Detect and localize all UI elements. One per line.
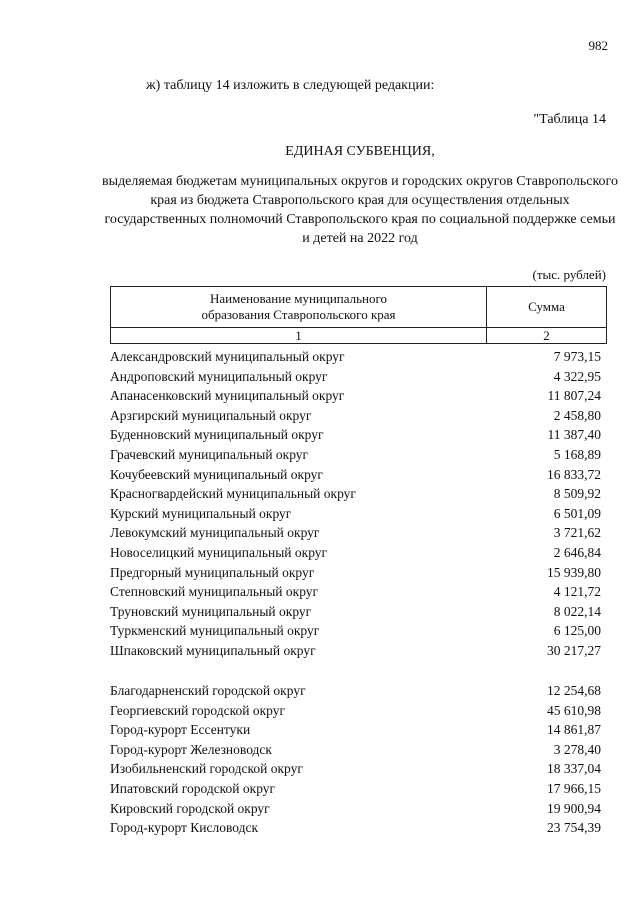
subvention-amount: 12 254,68 [547,683,601,698]
subvention-amount: 7 973,15 [553,349,601,364]
municipality-name: Буденновский муниципальный округ [110,427,324,443]
subvention-amount: 8 509,92 [553,486,601,502]
table-row [110,543,601,563]
table-row [110,465,601,485]
column-number-2: 2 [487,328,607,344]
municipality-name: Левокумский муниципальный округ [110,525,320,541]
municipality-name: Степновский муниципальный округ [110,584,319,600]
subvention-amount: 17 966,15 [547,781,601,796]
table-row [110,523,601,543]
table-row [110,818,601,838]
table-row [110,484,601,504]
document-title: ЕДИНАЯ СУБВЕНЦИЯ, [285,144,435,159]
subvention-amount: 6 501,09 [553,505,601,521]
subvention-amount: 8 022,14 [553,603,601,619]
municipality-name: Курский муниципальный округ [110,505,292,521]
subvention-amount: 11 387,40 [547,427,601,443]
municipality-name: Александровский муниципальный округ [110,349,345,364]
table-row [110,759,601,779]
header-municipality-cell [111,287,487,328]
table-row [110,779,601,799]
subvention-amount: 19 900,94 [547,800,601,816]
document-subtitle: выделяемая бюджетам муниципальных округов и городских округов Ставропольского края из бюджета Ставропольского края для осуществления отдельных государственных полномочий Ставропольского края по социальной поддержке семьи и детей на 2022 год [102,174,618,246]
municipality-name: Красногвардейский муниципальный округ [110,486,356,502]
subvention-amount: 16 833,72 [547,466,601,482]
table-reference: "Таблица 14 [533,112,606,127]
municipality-name: Георгиевский городской округ [110,702,286,718]
table-row [110,641,601,661]
header-municipality-line2: образования Ставропольского края [201,307,396,322]
subvention-amount: 14 861,87 [547,722,601,738]
header-municipality-line1: Наименование муниципального [209,291,388,306]
table-row [110,367,601,387]
municipality-name: Шпаковский муниципальный округ [110,643,316,658]
units-label: (тыс. рублей) [532,267,606,282]
subvention-amount: 15 939,80 [547,564,601,580]
municipality-name: Город-курорт Ессентуки [110,722,251,738]
municipality-name: Город-курорт Кисловодск [110,820,259,836]
table-row [110,602,601,622]
municipality-name: Грачевский муниципальный округ [110,447,309,462]
municipality-name: Труновский муниципальный округ [110,603,312,619]
subvention-amount: 6 125,00 [553,623,601,639]
subvention-amount: 4 121,72 [553,584,601,600]
table-row [110,582,601,602]
subvention-amount: 18 337,04 [547,761,601,777]
subvention-amount: 11 807,24 [547,388,601,404]
table-row [110,504,601,524]
subvention-amount: 30 217,27 [547,643,601,658]
municipality-name: Апанасенковский муниципальный округ [110,388,345,404]
subvention-amount: 2 646,84 [553,545,601,560]
table-row [110,563,601,583]
subvention-amount: 2 458,80 [553,407,601,423]
column-number-1: 1 [111,328,487,344]
table-row [110,681,601,701]
municipality-name: Благодарненский городской округ [110,683,306,698]
municipality-name: Город-курорт Железноводск [110,741,272,757]
table-row [110,720,601,740]
table-row [110,445,601,465]
amendment-instruction: ж) таблицу 14 изложить в следующей редакции: [146,78,435,93]
municipality-name: Изобильненский городской округ [110,761,303,777]
subvention-amount: 3 721,62 [553,525,601,541]
table-row [110,347,601,367]
table-row [110,701,601,721]
municipality-name: Кочубеевский муниципальный округ [110,466,323,482]
page-number: 982 [588,38,608,53]
table-header [110,286,607,344]
municipality-name: Туркменский муниципальный округ [110,623,320,639]
table-row [110,621,601,641]
municipality-name: Андроповский муниципальный округ [110,368,328,384]
subvention-amount: 5 168,89 [553,447,601,462]
subvention-amount: 3 278,40 [553,741,601,757]
municipality-name: Арзгирский муниципальный округ [110,407,312,423]
table-row [110,799,601,819]
table-row [110,740,601,760]
table-row [110,406,601,426]
subvention-amount: 4 322,95 [553,368,601,384]
subvention-amount: 45 610,98 [547,702,601,718]
subvention-amount: 23 754,39 [547,820,601,836]
municipality-name: Предгорный муниципальный округ [110,564,315,580]
municipality-name: Ипатовский городской округ [110,781,276,796]
municipality-name: Новоселицкий муниципальный округ [110,545,328,560]
table-row [110,386,601,406]
table-row [110,425,601,445]
header-sum-cell: Сумма [487,287,607,328]
municipality-name: Кировский городской округ [110,800,270,816]
